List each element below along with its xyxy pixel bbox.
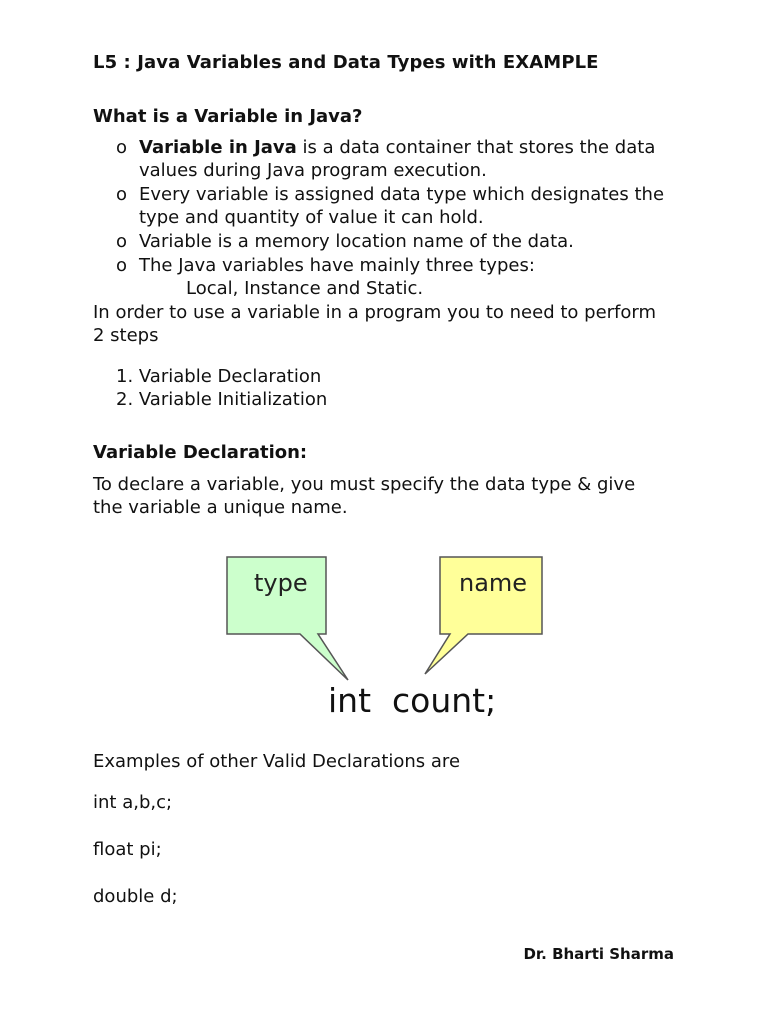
author-footer: Dr. Bharti Sharma [523,945,674,963]
bullet-marker: o [116,231,128,252]
bullet-2-line1: Every variable is assigned data type which designates the [139,184,665,205]
declaration-para-line1: To declare a variable, you must specify the data type & give [93,474,636,495]
steps-intro-line2: 2 steps [93,325,159,346]
example-3: double d; [93,886,178,907]
bullet-4-line1: The Java variables have mainly three types: [139,255,535,276]
step-1: 1. Variable Declaration [116,366,322,387]
bullet-1-line2: values during Java program execution. [139,160,487,181]
bullet-2-line2: type and quantity of value it can hold. [139,207,484,228]
steps-intro-line1: In order to use a variable in a program you to need to perform [93,302,657,323]
page-title: L5 : Java Variables and Data Types with EXAMPLE [93,52,599,73]
bullet-marker: o [116,137,128,158]
section-heading-variable: What is a Variable in Java? [93,106,363,127]
step-2: 2. Variable Initialization [116,389,328,410]
name-label: name [459,569,528,597]
declaration-para-line2: the variable a unique name. [93,497,348,518]
bullet-4-line2: Local, Instance and Static. [186,278,424,299]
bullet-3-line1: Variable is a memory location name of the data. [139,231,574,252]
bullet-1 [139,136,655,160]
bullet-marker: o [116,184,128,205]
examples-intro: Examples of other Valid Declarations are [93,751,461,772]
example-2: float pi; [93,839,162,860]
code-example: int count; [328,681,497,720]
bullet-1-bold: Variable in Java [139,137,297,158]
type-label: type [254,569,308,597]
bullet-marker: o [116,255,128,276]
example-1: int a,b,c; [93,792,173,813]
name-callout [425,557,542,674]
type-callout [227,557,348,680]
declaration-diagram [220,552,550,722]
bullet-1-line1: is a data container that stores the data [296,137,656,158]
section-heading-declaration: Variable Declaration: [93,442,308,463]
